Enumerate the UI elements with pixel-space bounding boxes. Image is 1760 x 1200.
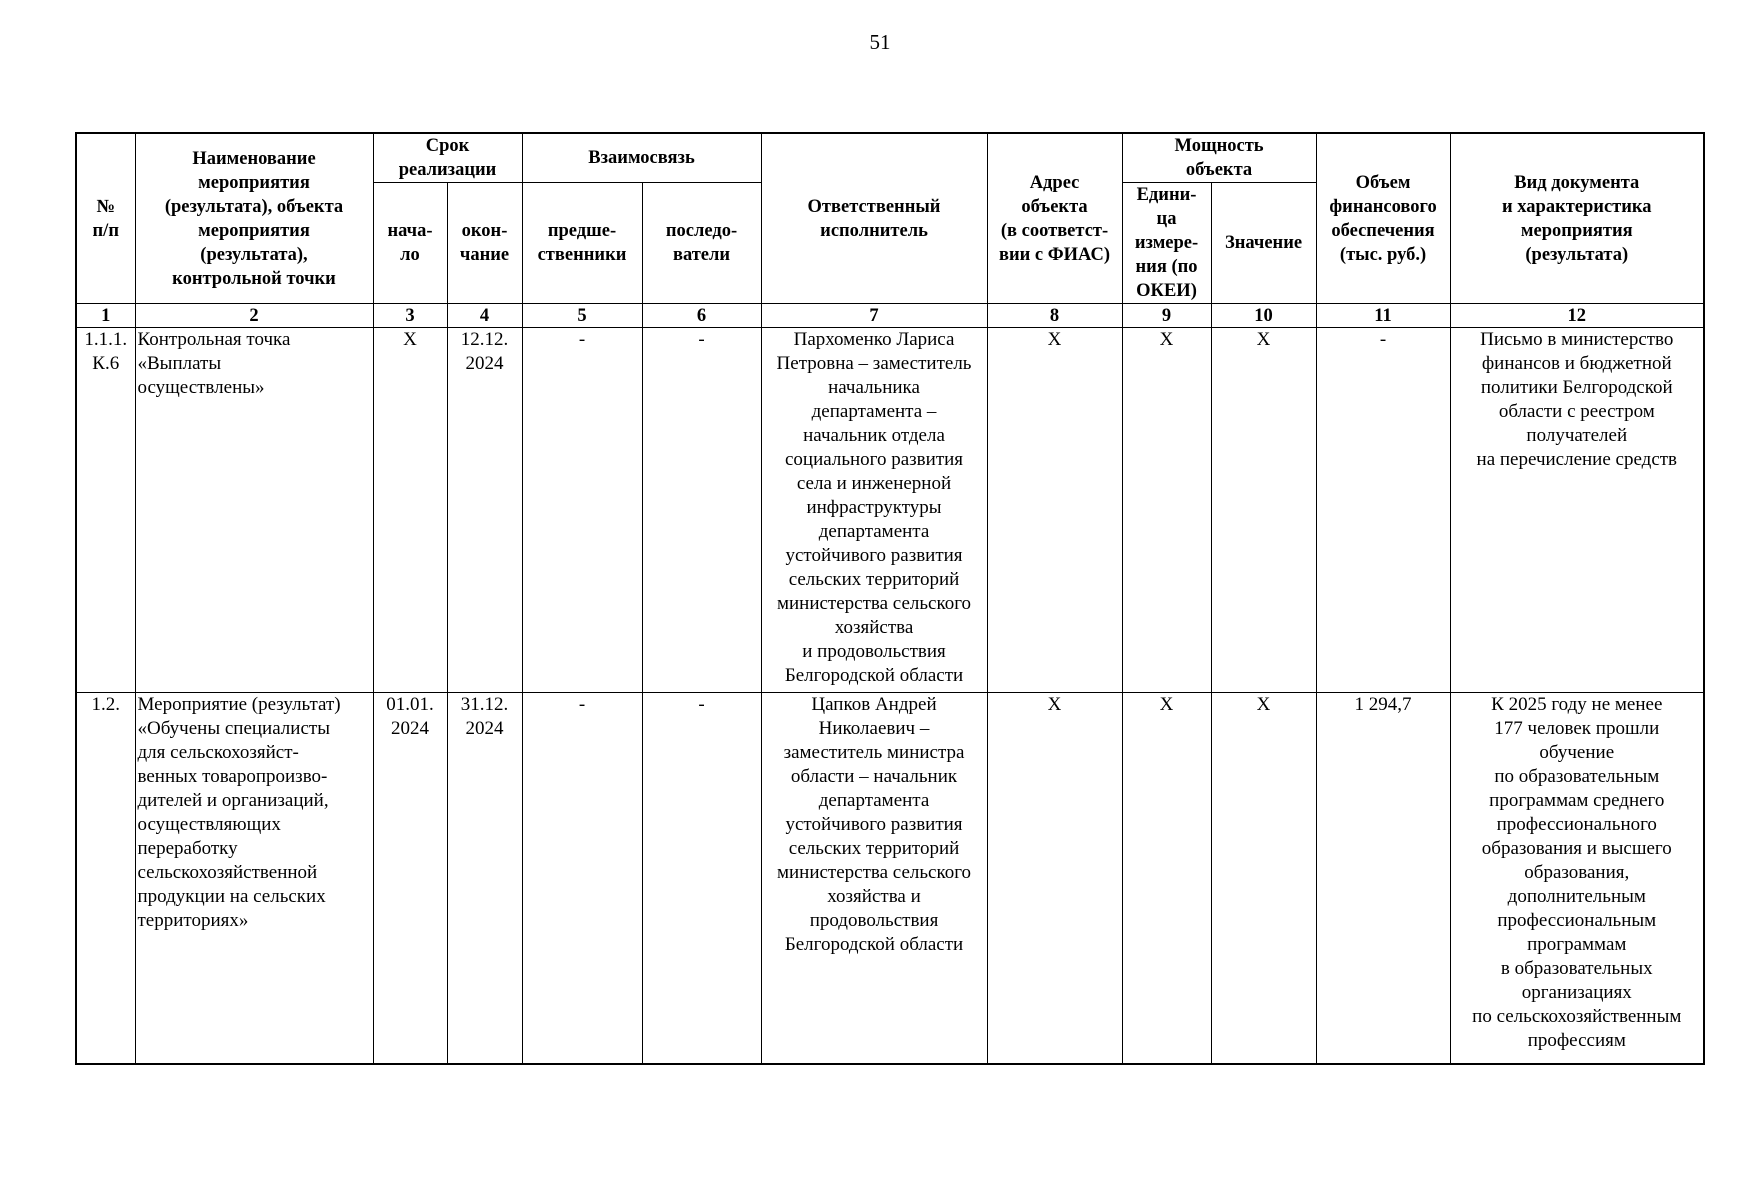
row-num: 1.1.1. К.6 <box>76 328 135 693</box>
header-address: Адрес объекта (в соответст- вии с ФИАС) <box>987 133 1122 304</box>
column-number-row <box>76 304 1704 328</box>
row-num: 1.2. <box>76 693 135 1065</box>
header-term: Срок реализации <box>373 133 522 183</box>
row-prev: - <box>522 328 642 693</box>
column-number: 3 <box>373 304 447 328</box>
row-funding: 1 294,7 <box>1316 693 1450 1065</box>
row-end: 31.12. 2024 <box>447 693 522 1065</box>
column-number: 5 <box>522 304 642 328</box>
column-number: 9 <box>1122 304 1211 328</box>
row-funding: - <box>1316 328 1450 693</box>
row-next: - <box>642 693 761 1065</box>
column-number: 1 <box>76 304 135 328</box>
row-doc: К 2025 году не менее 177 человек прошли обучение по образовательным программам среднего профессионального образования и высшего образования, дополнительным профессиональным программам в образовательных организациях по сельскохозяйственным профессиям <box>1450 693 1704 1065</box>
row-address: X <box>987 693 1122 1065</box>
header-capacity-unit: Едини- ца измере- ния (по ОКЕИ) <box>1122 183 1211 304</box>
column-number: 7 <box>761 304 987 328</box>
header-executor: Ответственный исполнитель <box>761 133 987 304</box>
row-start: X <box>373 328 447 693</box>
header-row-top <box>76 133 1704 183</box>
column-number: 11 <box>1316 304 1450 328</box>
row-unit: X <box>1122 328 1211 693</box>
header-name: Наименование мероприятия (результата), объекта мероприятия (результата), контрольной точки <box>135 133 373 304</box>
row-next: - <box>642 328 761 693</box>
header-term-end: окон- чание <box>447 183 522 304</box>
header-num: № п/п <box>76 133 135 304</box>
header-funding: Объем финансового обеспечения (тыс. руб.) <box>1316 133 1450 304</box>
row-value: X <box>1211 693 1316 1065</box>
row-value: X <box>1211 328 1316 693</box>
column-number: 10 <box>1211 304 1316 328</box>
row-end: 12.12. 2024 <box>447 328 522 693</box>
header-doc-type: Вид документа и характеристика мероприятия (результата) <box>1450 133 1704 304</box>
row-unit: X <box>1122 693 1211 1065</box>
column-number: 12 <box>1450 304 1704 328</box>
table-row <box>76 328 1704 693</box>
header-relation-next: последо- ватели <box>642 183 761 304</box>
row-doc: Письмо в министерство финансов и бюджетной политики Белгородской области с реестром получателей на перечисление средств <box>1450 328 1704 693</box>
row-start: 01.01. 2024 <box>373 693 447 1065</box>
header-relation: Взаимосвязь <box>522 133 761 183</box>
column-number: 2 <box>135 304 373 328</box>
row-executor: Цапков Андрей Николаевич – заместитель министра области – начальник департамента устойчивого развития сельских территорий министерства сельского хозяйства и продовольствия Белгородской области <box>761 693 987 1065</box>
table-row <box>76 693 1704 1065</box>
header-capacity: Мощность объекта <box>1122 133 1316 183</box>
row-name: Контрольная точка «Выплаты осуществлены» <box>135 328 373 693</box>
row-prev: - <box>522 693 642 1065</box>
row-name: Мероприятие (результат) «Обучены специалисты для сельскохозяйст- венных товаропроизво- дителей и организаций, осуществляющих переработку сельскохозяйственной продукции на сельских территориях» <box>135 693 373 1065</box>
row-executor: Пархоменко Лариса Петровна – заместитель начальника департамента – начальник отдела социального развития села и инженерной инфраструктуры департамента устойчивого развития сельских территорий министерства сельского хозяйства и продовольствия Белгородской области <box>761 328 987 693</box>
column-number: 8 <box>987 304 1122 328</box>
header-capacity-value: Значение <box>1211 183 1316 304</box>
header-relation-prev: предше- ственники <box>522 183 642 304</box>
header-term-start: нача- ло <box>373 183 447 304</box>
activities-table <box>75 132 1705 1065</box>
column-number: 4 <box>447 304 522 328</box>
column-number: 6 <box>642 304 761 328</box>
page-number: 51 <box>869 30 891 54</box>
row-address: X <box>987 328 1122 693</box>
